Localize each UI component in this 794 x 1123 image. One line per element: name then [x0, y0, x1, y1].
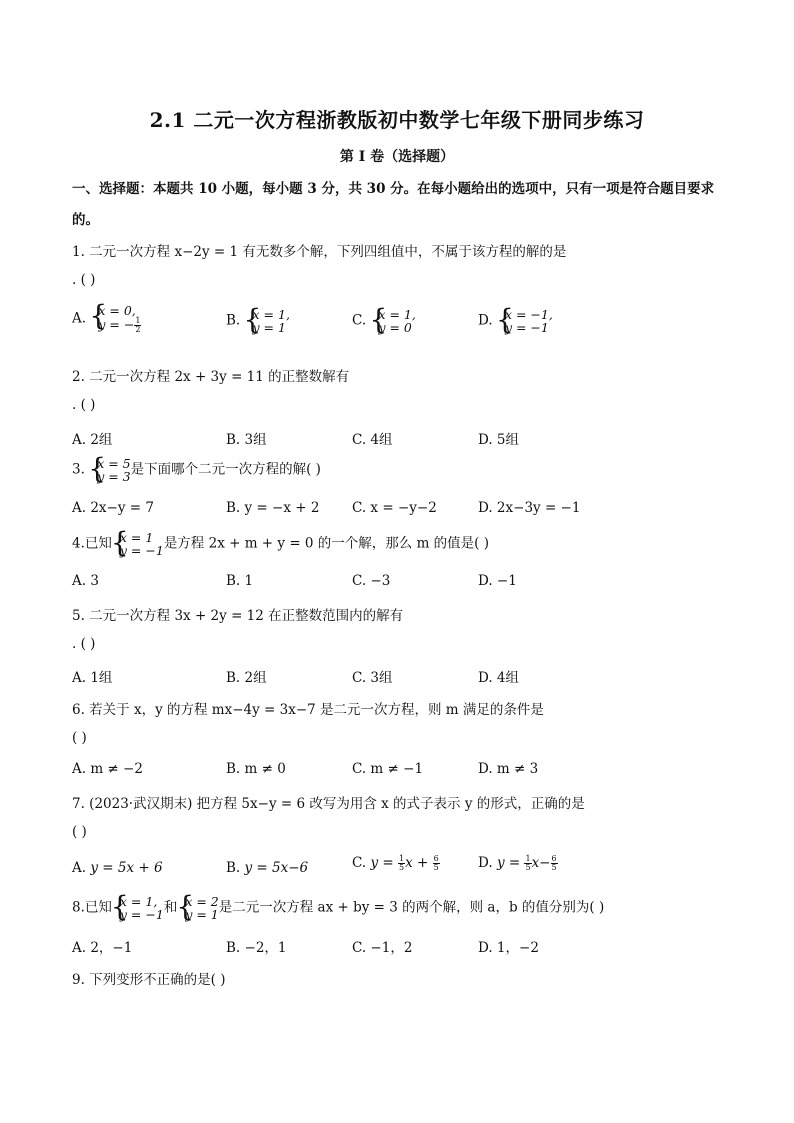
question-7-stem: 7. (2023·武汉期末) 把方程 5x−y = 6 改写为用含 x 的式子表示 y 的形式，正确的是 [72, 796, 585, 812]
page-title: 2.1 二元一次方程浙教版初中数学七年级下册同步练习 [149, 108, 645, 132]
question-5-paren: . ( ) [72, 636, 96, 652]
equation-system: { x = −1, y = −1 [497, 308, 553, 334]
question-1-stem: 1. 二元一次方程 x−2y = 1 有无数多个解，下列四组值中，不属于该方程的解的是 [72, 244, 567, 260]
question-2-option-c[interactable]: C. 4组 [352, 432, 393, 448]
question-9-stem: 9. 下列变形不正确的是( ) [72, 972, 226, 988]
question-4-option-c[interactable]: C. −3 [352, 573, 391, 589]
question-1-option-b[interactable] [226, 308, 290, 334]
question-5-option-b[interactable]: B. 2组 [226, 670, 267, 686]
page-subtitle: 第 I 卷（选择题） [339, 149, 455, 165]
section-instructions-line1: 一、选择题：本题共 10 小题，每小题 3 分，共 30 分。在每小题给出的选项中，只有一项是符合题目要求 [72, 181, 715, 197]
question-6-option-c[interactable]: C. m ≠ −1 [352, 761, 424, 777]
question-2-option-a[interactable]: A. 2组 [72, 432, 113, 448]
equation-system: { x = 1, y = −1 [112, 895, 164, 921]
fraction: $\frac{6}{5}$ [551, 854, 557, 872]
question-3-option-a[interactable]: A. 2x−y = 7 [72, 500, 154, 516]
fraction: $\frac{6}{5}$ [433, 854, 439, 872]
question-5-option-a[interactable]: A. 1组 [72, 670, 113, 686]
question-1-paren: . ( ) [72, 272, 96, 288]
fraction: $\frac{1}{5}$ [398, 854, 405, 872]
question-1-option-c[interactable] [352, 308, 416, 334]
question-1-option-d[interactable] [478, 308, 553, 334]
equation-system: { x = 1, y = 1 [245, 308, 290, 334]
question-5-option-c[interactable]: C. 3组 [352, 670, 393, 686]
question-6-option-a[interactable]: A. m ≠ −2 [72, 761, 143, 777]
question-2-option-d[interactable]: D. 5组 [478, 432, 520, 448]
question-6-paren: ( ) [72, 730, 87, 746]
fraction: $\frac{1}{5}$ [525, 854, 531, 872]
question-6-option-b[interactable]: B. m ≠ 0 [226, 761, 286, 777]
section-instructions-line2: 的。 [72, 212, 99, 228]
question-7-paren: ( ) [72, 824, 87, 840]
question-7-option-a[interactable]: A. y = 5x + 6 [72, 860, 163, 876]
question-8-option-d[interactable]: D. 1，−2 [478, 940, 539, 956]
question-5-option-d[interactable]: D. 4组 [478, 670, 520, 686]
option-label: A. [72, 310, 87, 327]
question-8-option-b[interactable]: B. −2，1 [226, 940, 287, 956]
question-3-option-b[interactable]: B. y = −x + 2 [226, 500, 320, 516]
option-label: D. [478, 312, 493, 329]
question-8-option-c[interactable]: C. −1，2 [352, 940, 413, 956]
equation-system: { x = 1 y = −1 [112, 531, 164, 557]
question-2-stem: 2. 二元一次方程 2x + 3y = 11 的正整数解有 [72, 369, 350, 385]
question-7-option-b[interactable]: B. y = 5x−6 [226, 860, 309, 876]
question-6-option-d[interactable]: D. m ≠ 3 [478, 761, 539, 777]
equation-system: { x = 5 y = 3 [89, 457, 130, 483]
question-4-option-d[interactable]: D. −1 [478, 573, 517, 589]
equation-system: { x = 0, y = − $\frac{1}{2}$ [90, 304, 141, 334]
option-label: B. [226, 312, 241, 329]
question-5-stem: 5. 二元一次方程 3x + 2y = 12 在正整数范围内的解有 [72, 608, 404, 624]
question-4-option-a[interactable]: A. 3 [72, 573, 99, 589]
question-8-stem: 8.已知 { x = 1, y = −1 和 { x = 2 y = 1 是二元一次方程 ax + by = 3 的两个解，则 a，b 的值分别为( ) [72, 895, 604, 921]
equation-system: { x = 1, y = 0 [370, 308, 415, 334]
question-3-option-c[interactable]: C. x = −y−2 [352, 500, 437, 516]
option-label: C. [352, 312, 367, 329]
equation-system: { x = 2 y = 1 [177, 895, 218, 921]
question-4-option-b[interactable]: B. 1 [226, 573, 254, 589]
question-1-option-a[interactable] [72, 304, 141, 334]
question-2-paren: . ( ) [72, 397, 96, 413]
question-3-stem: 3. { x = 5 y = 3 是下面哪个二元一次方程的解( ) [72, 457, 321, 483]
question-4-stem: 4.已知 { x = 1 y = −1 是方程 2x + m + y = 0 的一个解，那么 m 的值是( ) [72, 531, 489, 557]
question-3-option-d[interactable]: D. 2x−3y = −1 [478, 500, 581, 516]
question-2-option-b[interactable]: B. 3组 [226, 432, 267, 448]
question-6-stem: 6. 若关于 x，y 的方程 mx−4y = 3x−7 是二元一次方程，则 m 满足的条件是 [72, 702, 544, 718]
question-7-option-c[interactable]: C. y = $\frac{1}{5}$ x + $\frac{6}{5}$ [352, 854, 439, 872]
question-7-option-d[interactable]: D. y = $\frac{1}{5}$ x− $\frac{6}{5}$ [478, 854, 557, 872]
question-8-option-a[interactable]: A. 2，−1 [72, 940, 133, 956]
